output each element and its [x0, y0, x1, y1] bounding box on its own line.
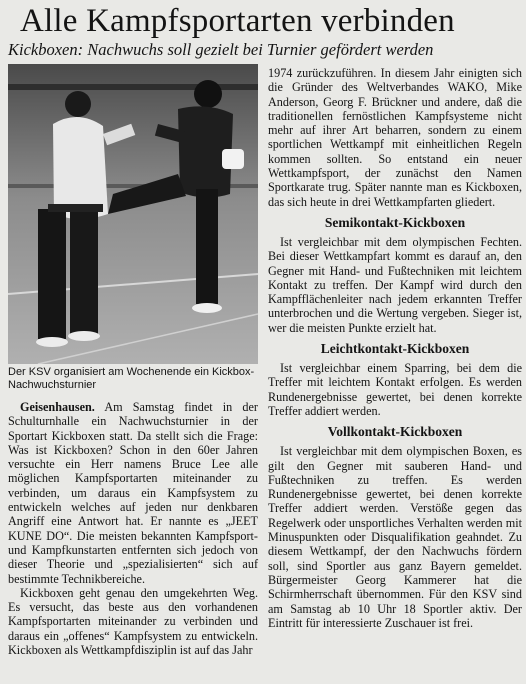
article-column-left [8, 400, 258, 657]
paragraph [8, 400, 258, 586]
headline: Alle Kampfsportarten verbinden [20, 3, 455, 39]
section-heading: Semikontakt-Kickboxen [324, 214, 466, 230]
subheadline: Kickboxen: Nachwuchs soll gezielt bei Turnier gefördert werden [8, 40, 434, 59]
paragraph: Kickboxen geht genau den umgekehrten Weg. Es versucht, das beste aus den vorhandenen Kampfsportarten miteinander zu verbinden und daraus ein „offenes“ Kampfsystem zu entwickeln. Kickboxen als Wettkampfdisziplin ist auf das Jahr [8, 585, 258, 658]
paragraph: Ist vergleichbar einem Sparring, bei dem die Treffer mit leichtem Kontakt erfolgen. Es werden Rundenergebnisse gewertet, bei denen korrekte Treffer addiert werden. [268, 361, 522, 418]
section-heading: Vollkontakt-Kickboxen [327, 424, 463, 440]
paragraph-text: Am Samstag findet in der Schulturnhalle ein Nachwuchsturnier in der Sportart Kickboxen statt. Da stellt sich die Frage: Was ist Kickboxen? Schon in den 60er Jahren versuchte ein Herr namens Bruce Lee alle möglichen Kampfsportarten miteinander zu verbinden, um daraus ein Kampfsystem zu entwickeln welches auf jeden nur denkbaren Angriff eine Antwort hat. Er nannte es „JEET KUNE DO“. Die meisten bekannten Kampfsport- und Kampfkunstarten entfernten sich jedoch von dieser Theorie und „spezialisierten“ sich auf bestimmte Technikbereiche. [8, 400, 258, 586]
photo-caption: Der KSV organisiert am Wochenende ein Kickbox-Nachwuchsturnier [8, 366, 255, 391]
section-heading: Leichtkontakt-Kickboxen [320, 341, 470, 357]
paragraph: Ist vergleichbar mit dem olympischen Boxen, es gilt den Gegner mit sauberen Hand- und Fußtechniken zu treffen. Es werden Rundenergebnisse gewertet, bei denen korrekte Treffer addiert werden. Verstöße gegen das Regelwerk oder unsportliches Verhalten werden mit Minuspunkten oder Disqualifikation geahndet. Zu diesem Wettkampf, der den Nachwuchs fördern soll, sind Sportler aus ganz Bayern gemeldet. Bürgermeister Georg Kammerer hat die Schirmherrschaft übernommen. Für den KSV sind am Samstag ab 10 Uhr 18 Sportler aktiv. Der Eintritt für interessierte Zuschauer ist frei. [268, 444, 522, 630]
article-photo [8, 64, 258, 364]
dateline: Geisenhausen. [20, 400, 95, 414]
paragraph: Ist vergleichbar mit dem olympischen Fechten. Bei dieser Wettkampfart kommt es darauf an, den Gegner mit Hand- und Fußtechniken mit leichtem Kontakt zu treffen. Der Kampf wird durch den Kampfflächenleiter nach jedem erkannten Treffer unterbrochen und die Wertung vergeben. Sieger ist, wer die meisten Punkte erzielt hat. [268, 234, 522, 335]
paragraph: 1974 zurückzuführen. In diesem Jahr einigten sich die Gründer des Weltverbandes WAKO, Mike Anderson, Georg F. Brückner und andere, daß die traditionellen fernöstlichen Kampfsysteme nicht mehr auf ihrer Art beharren, sondern zu einem sportlichen Wettkampf mit einheitlichen Regeln kommen sollten. So entstand ein neuer Wettkampfsport, der zunächst den Namen Sportkarate trug. Später nannte man es Kickboxen, das sich heute in drei Wettkampfarten gliedert. [268, 66, 522, 209]
photo-karate-sparring-icon [8, 64, 258, 364]
article-column-right [268, 66, 522, 630]
